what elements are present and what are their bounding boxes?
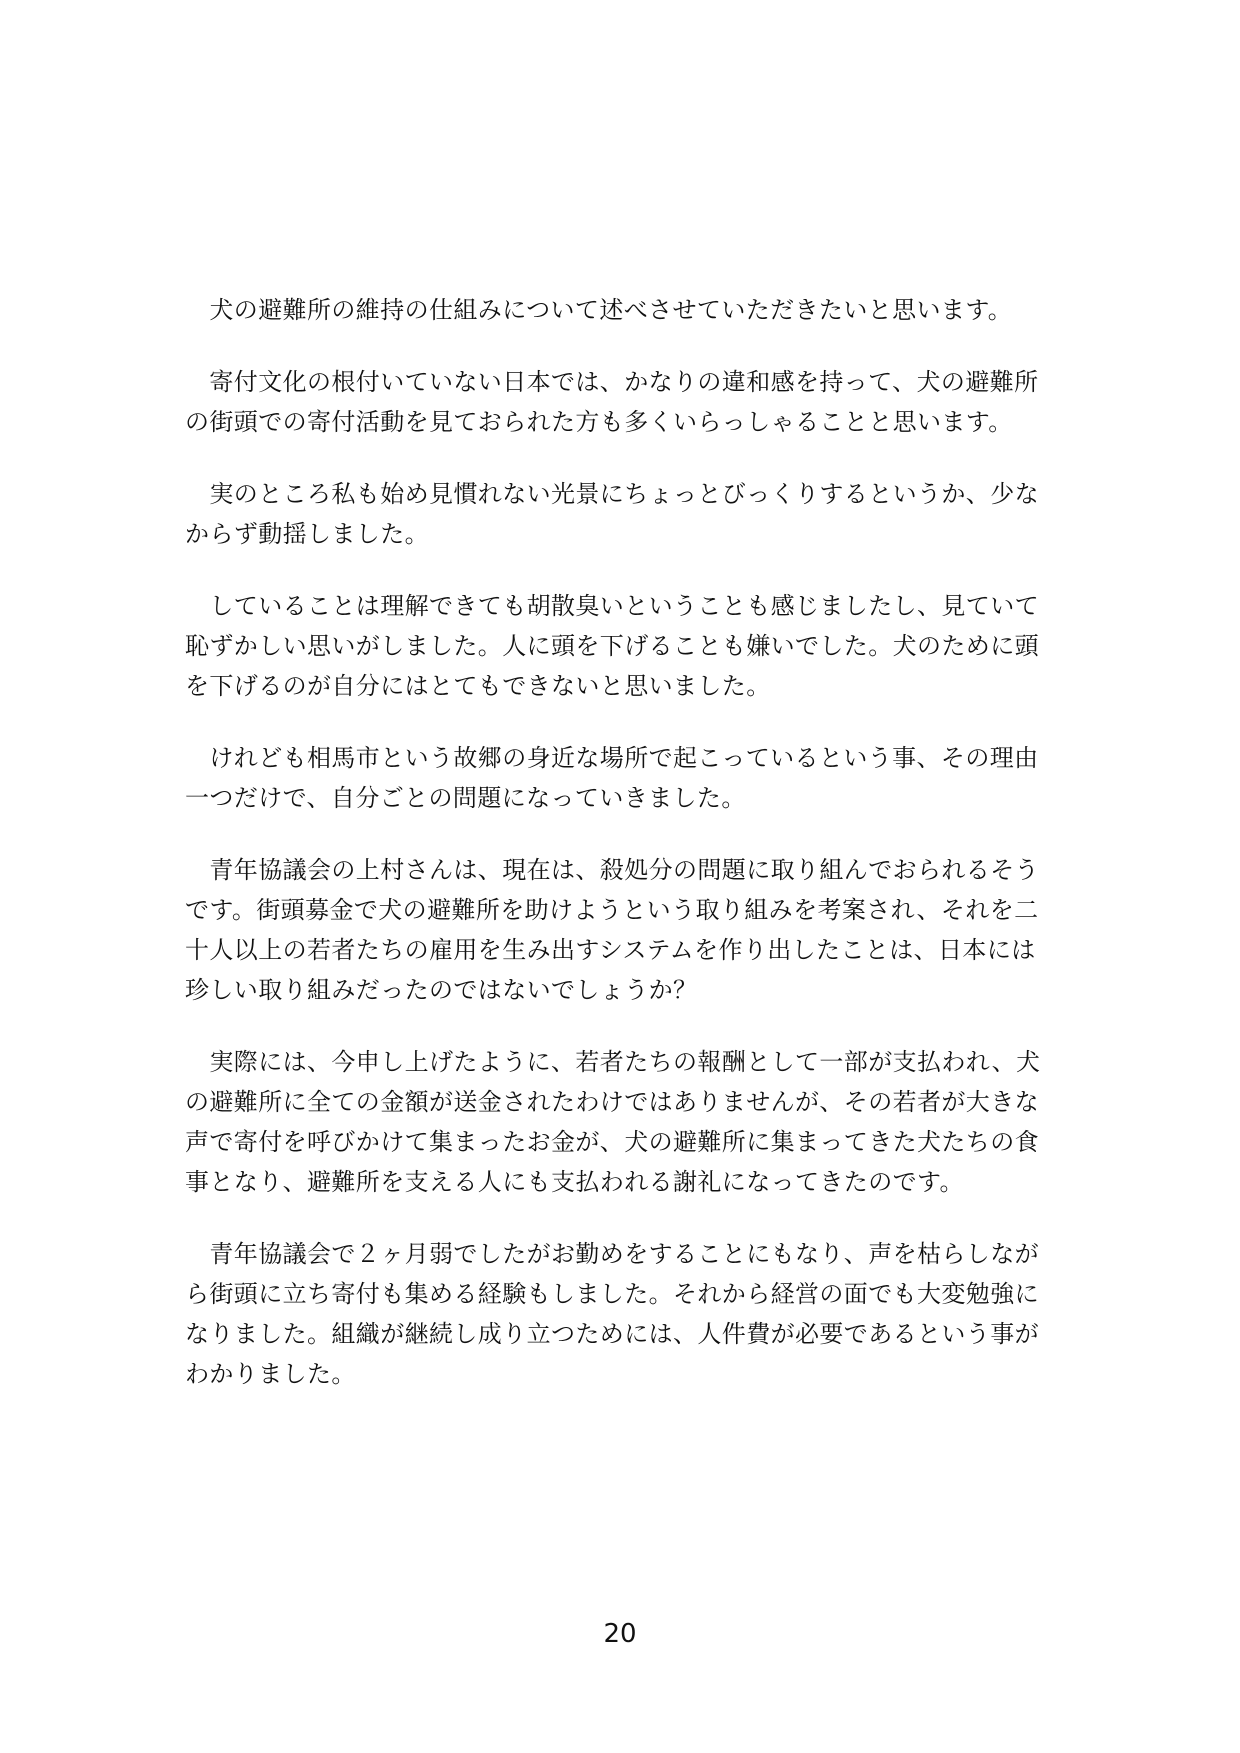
paragraph-1 — [185, 290, 1055, 330]
body-text — [185, 290, 1055, 1426]
text-line: 実際には、今申し上げたように、若者たちの報酬として一部が支払われ、犬 — [185, 1048, 1041, 1076]
text-line: 恥ずかしい思いがしました。人に頭を下げることも嫌いでした。犬のために頭 — [185, 632, 1039, 660]
text-line: 寄付文化の根付いていない日本では、かなりの違和感を持って、犬の避難所 — [185, 368, 1039, 396]
text-line: の街頭での寄付活動を見ておられた方も多くいらっしゃることと思います。 — [185, 408, 1013, 436]
text-line: 珍しい取り組みだったのではないでしょうか？ — [185, 976, 698, 1004]
text-line: けれども相馬市という故郷の身近な場所で起こっているという事、その理由 — [185, 744, 1039, 772]
text-line: 犬の避難所の維持の仕組みについて述べさせていただきたいと思います。 — [185, 296, 1013, 324]
text-line: 事となり、避難所を支える人にも支払われる謝礼になってきたのです。 — [185, 1168, 964, 1196]
text-line: わかりました。 — [185, 1360, 356, 1388]
text-line: 青年協議会の上村さんは、現在は、殺処分の問題に取り組んでおられるそう — [185, 856, 1039, 884]
paragraph-5 — [185, 738, 1055, 818]
text-line: の避難所に全ての金額が送金されたわけではありませんが、その若者が大きな — [185, 1088, 1039, 1116]
text-line: からず動揺しました。 — [185, 520, 429, 548]
text-line: 十人以上の若者たちの雇用を生み出すシステムを作り出したことは、日本には — [185, 936, 1036, 964]
page-number: 20 — [603, 1619, 637, 1649]
text-line: 青年協議会で２ヶ月弱でしたがお勤めをすることにもなり、声を枯らしなが — [185, 1240, 1039, 1268]
text-line: していることは理解できても胡散臭いということも感じましたし、見ていて — [185, 592, 1039, 620]
text-line: 実のところ私も始め見慣れない光景にちょっとびっくりするというか、少な — [185, 480, 1039, 508]
paragraph-3 — [185, 474, 1055, 554]
text-line: を下げるのが自分にはとてもできないと思いました。 — [185, 672, 771, 700]
text-line: ら街頭に立ち寄付も集める経験もしました。それから経営の面でも大変勉強に — [185, 1280, 1039, 1308]
text-line: 一つだけで、自分ごとの問題になっていきました。 — [185, 784, 746, 812]
paragraph-7 — [185, 1042, 1055, 1202]
paragraph-2 — [185, 362, 1055, 442]
text-line: なりました。組織が継続し成り立つためには、人件費が必要であるという事が — [185, 1320, 1039, 1348]
paragraph-6 — [185, 850, 1055, 1010]
paragraph-8 — [185, 1234, 1055, 1394]
text-line: 声で寄付を呼びかけて集まったお金が、犬の避難所に集まってきた犬たちの食 — [185, 1128, 1039, 1156]
paragraph-4 — [185, 586, 1055, 706]
text-line: です。街頭募金で犬の避難所を助けようという取り組みを考案され、それを二 — [185, 896, 1039, 924]
